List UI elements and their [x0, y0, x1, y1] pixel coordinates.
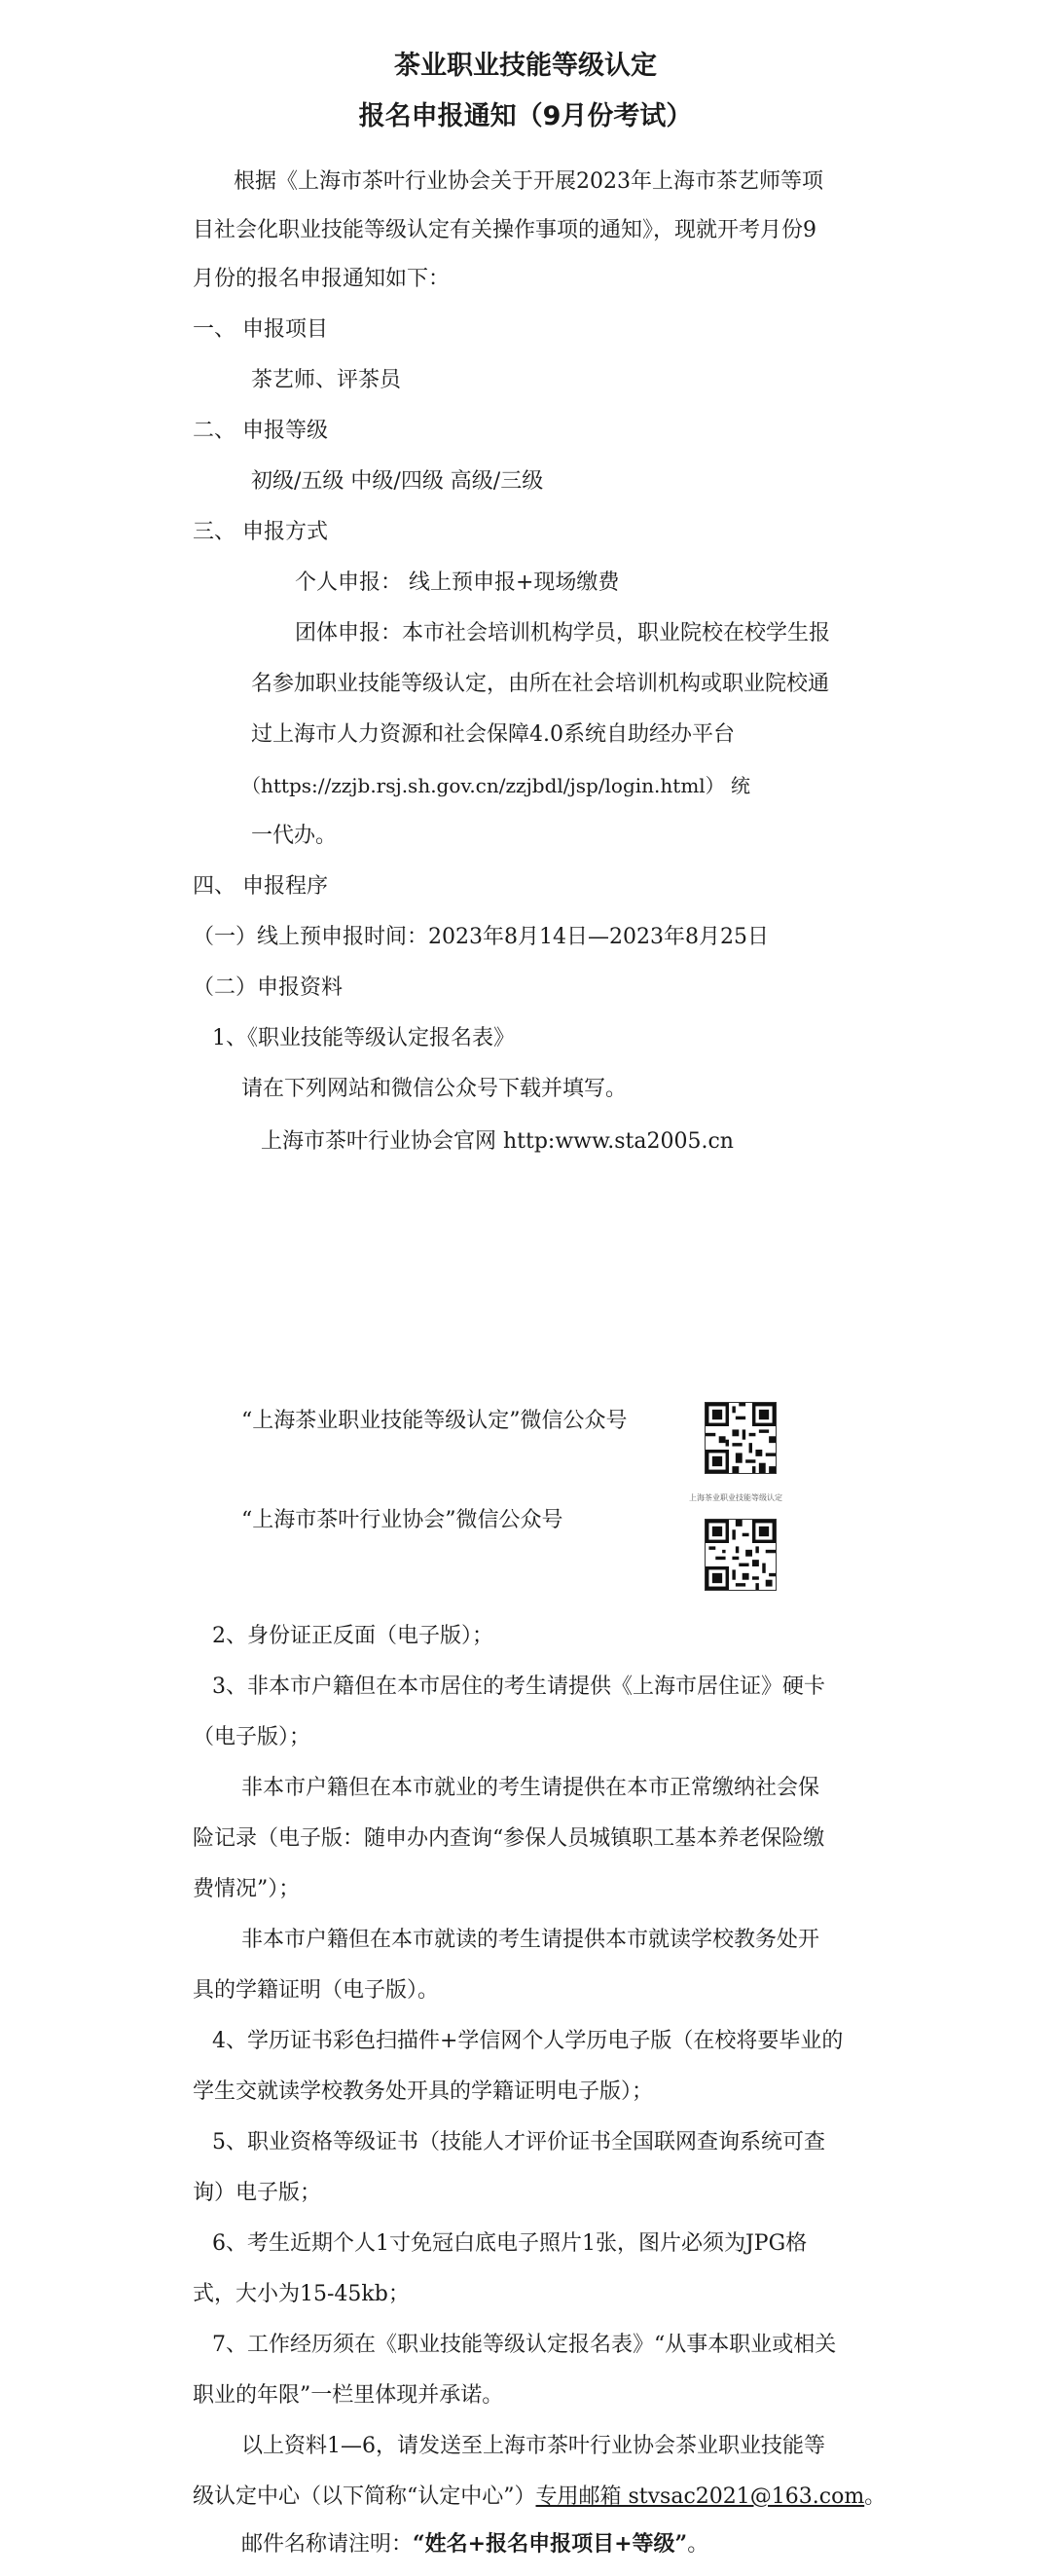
- closing-line-3-prefix: 邮件名称请注明：: [241, 2532, 414, 2557]
- document-title: 茶业职业技能等级认定: [394, 51, 657, 81]
- item-7-line-1: 7、工作经历须在《职业技能等级认定报名表》“从事本职业或相关: [212, 2333, 837, 2357]
- closing-line-3-suffix: 。: [687, 2532, 709, 2557]
- intro-line-3: 月份的报名申报通知如下：: [193, 267, 451, 291]
- wechat-account-2: “上海市茶叶行业协会”微信公众号: [241, 1508, 563, 1532]
- item-1-description: 请在下列网站和微信公众号下载并填写。: [241, 1077, 628, 1101]
- email-link[interactable]: 专用邮箱 stvsac2021@163.com: [535, 2484, 865, 2509]
- item-6-line-2: 式，大小为15-45kb；: [193, 2282, 410, 2306]
- group-application-line-2: 名参加职业技能等级认定，由所在社会培训机构或职业院校通: [251, 672, 830, 696]
- qr-code-1-icon: [706, 1403, 776, 1473]
- item-4-line-1: 4、学历证书彩色扫描件+学信网个人学历电子版（在校将要毕业的: [212, 2029, 844, 2053]
- qr-code-1[interactable]: [705, 1402, 777, 1474]
- section-3-heading: 三、 申报方式: [193, 520, 328, 544]
- item-6-line-1: 6、考生近期个人1寸免冠白底电子照片1张，图片必须为JPG格: [212, 2231, 808, 2256]
- section-2-content: 初级/五级 中级/四级 高级/三级: [251, 469, 544, 494]
- item-7-line-2: 职业的年限”一栏里体现并承诺。: [193, 2383, 504, 2408]
- item-3c-line-2: 具的学籍证明（电子版）。: [193, 1978, 440, 2003]
- section-1-content: 茶艺师、评茶员: [251, 368, 402, 392]
- group-application-line-5: 一代办。: [251, 824, 338, 848]
- closing-line-2-prefix: 级认定中心（以下简称“认定中心”）: [193, 2484, 536, 2509]
- section-4-heading: 四、 申报程序: [193, 874, 328, 899]
- intro-line-2: 目社会化职业技能等级认定有关操作事项的通知》，现就开考月份9: [193, 218, 816, 242]
- item-2-id-card: 2、身份证正反面（电子版）；: [212, 1624, 493, 1648]
- document-subtitle: 报名申报通知（9月份考试）: [358, 101, 693, 131]
- qr-code-2[interactable]: [705, 1519, 777, 1591]
- personal-application: 个人申报： 线上预申报+现场缴费: [295, 570, 620, 595]
- group-application-line-1: 团体申报：本市社会培训机构学员，职业院校在校学生报: [295, 621, 831, 645]
- closing-line-3: [241, 2527, 708, 2561]
- item-3c-line-1: 非本市户籍但在本市就读的考生请提供本市就读学校教务处开: [241, 1928, 820, 1952]
- item-3-line-2: （电子版）；: [193, 1725, 311, 1749]
- item-5-line-1: 5、职业资格等级证书（技能人才评价证书全国联网查询系统可查: [212, 2130, 825, 2154]
- item-3-line-1: 3、非本市户籍但在本市居住的考生请提供《上海市居住证》硬卡: [212, 1674, 825, 1699]
- section-1-heading: 一、 申报项目: [193, 317, 328, 342]
- closing-line-2: [193, 2481, 886, 2514]
- group-application-line-4: （https://zzjb.rsj.sh.gov.cn/zzjbdl/jsp/login.html） 统: [241, 774, 751, 797]
- item-3b-line-3: 费情况”）；: [193, 1877, 301, 1901]
- item-4-line-2: 学生交就读学校教务处开具的学籍证明电子版）；: [193, 2079, 654, 2104]
- association-website[interactable]: 上海市茶叶行业协会官网 http:www.sta2005.cn: [261, 1129, 734, 1154]
- subsection-materials: （二）申报资料: [193, 975, 344, 1000]
- item-3b-line-1: 非本市户籍但在本市就业的考生请提供在本市正常缴纳社会保: [241, 1776, 820, 1800]
- qr-code-caption: 上海茶业职业技能等级认定: [689, 1493, 782, 1502]
- group-application-line-3: 过上海市人力资源和社会保障4.0系统自助经办平台: [251, 722, 735, 747]
- intro-line-1: 根据《上海市茶叶行业协会关于开展2023年上海市茶艺师等项: [234, 169, 823, 194]
- email-subject-format: “姓名+报名申报项目+等级”: [413, 2531, 688, 2557]
- item-1-form: 1、《职业技能等级认定报名表》: [212, 1026, 515, 1050]
- qr-code-2-icon: [706, 1520, 776, 1590]
- item-5-line-2: 询）电子版；: [193, 2181, 322, 2205]
- closing-line-2-suffix: 。: [864, 2484, 887, 2509]
- section-2-heading: 二、 申报等级: [193, 419, 328, 443]
- closing-line-1: 以上资料1—6，请发送至上海市茶叶行业协会茶业职业技能等: [241, 2434, 825, 2458]
- item-3b-line-2: 险记录（电子版：随申办内查询“参保人员城镇职工基本养老保险缴: [193, 1826, 825, 1851]
- wechat-account-1: “上海茶业职业技能等级认定”微信公众号: [241, 1409, 628, 1433]
- subsection-online-time: （一）线上预申报时间：2023年8月14日—2023年8月25日: [193, 925, 769, 949]
